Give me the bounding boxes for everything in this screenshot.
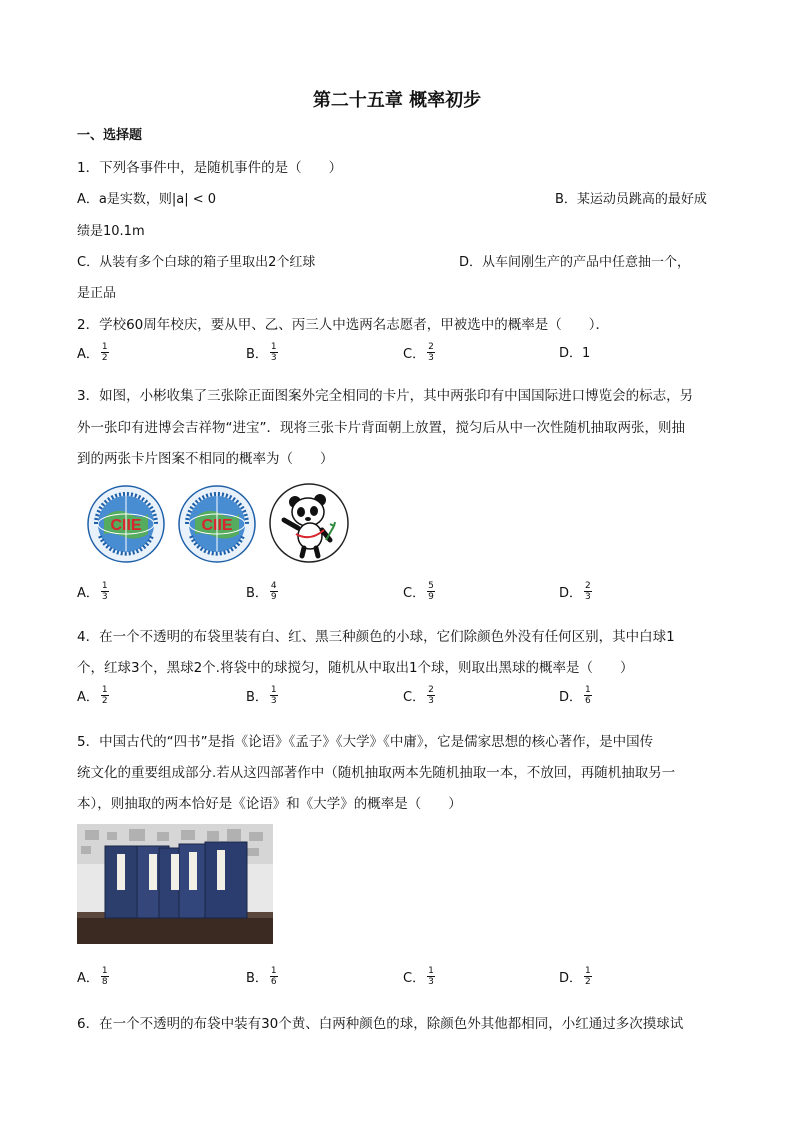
fraction — [427, 685, 435, 706]
section-heading: 一、选择题 — [77, 128, 143, 143]
fraction — [270, 581, 278, 602]
denominator: 6 — [585, 696, 591, 706]
denominator: 2 — [101, 353, 108, 363]
numerator: 1 — [270, 342, 277, 352]
q5-option-a — [77, 966, 109, 987]
denominator: 3 — [270, 353, 277, 363]
ciie-logo-text: CIIE — [110, 517, 142, 534]
q5-line1: 5．中国古代的“四书”是指《论语》《孟子》《大学》《中庸》，它是儒家思想的核心著作，是中国传 — [77, 734, 654, 750]
q2-option-d — [559, 342, 590, 361]
denominator: 9 — [428, 592, 434, 602]
denominator: 9 — [270, 592, 277, 602]
q2-option-b — [246, 342, 278, 363]
option-label: D． — [559, 690, 583, 705]
option-label: D． — [559, 586, 583, 601]
numerator: 2 — [585, 581, 591, 591]
fraction — [270, 966, 278, 987]
q1-stem: 1．下列各事件中，是随机事件的是（ ） — [77, 160, 343, 176]
q3-option-b — [246, 581, 278, 602]
q1-option-b-cont: 绩是10.1m — [77, 224, 145, 239]
page-title: 第二十五章 概率初步 — [312, 90, 482, 111]
fraction — [270, 342, 278, 363]
numerator: 1 — [101, 342, 108, 352]
fraction — [270, 685, 278, 706]
option-label: C． — [403, 971, 426, 986]
q1-option-c: C．从装有多个白球的箱子里取出2个红球 — [77, 255, 316, 270]
q5-line2: 统文化的重要组成部分.若从这四部著作中（随机抽取两本先随机抽取一本，不放回，再随机抽取另一 — [77, 765, 676, 781]
q4-line2: 个，红球3个，黑球2个.将袋中的球搅匀，随机从中取出1个球，则取出黑球的概率是（ ） — [77, 660, 634, 676]
q2-option-c — [403, 342, 435, 363]
q3-line2: 外一张印有进博会吉祥物“进宝”．现将三张卡片背面朝上放置，搅匀后从中一次性随机抽取两张，则抽 — [77, 420, 685, 436]
fraction — [101, 685, 109, 706]
numerator: 1 — [101, 685, 108, 695]
q1-option-b: B．某运动员跳高的最好成 — [555, 192, 707, 207]
denominator: 6 — [270, 977, 277, 987]
numerator: 1 — [270, 966, 277, 976]
denominator: 3 — [101, 592, 108, 602]
denominator: 2 — [101, 696, 108, 706]
denominator: 3 — [428, 696, 434, 706]
denominator: 3 — [270, 696, 277, 706]
q3-line3: 到的两张卡片图案不相同的概率为（ ） — [77, 451, 334, 467]
q1-option-a: A．a是实数，则|a| < 0 — [77, 192, 217, 207]
q5-option-d — [559, 966, 592, 987]
numerator: 5 — [428, 581, 434, 591]
fraction — [584, 581, 592, 602]
fraction — [584, 685, 592, 706]
q6-line1: 6．在一个不透明的布袋中装有30个黄、白两种颜色的球，除颜色外其他都相同，小红通过多次摸球试 — [77, 1016, 684, 1032]
option-label: C． — [403, 690, 426, 705]
ciie-logo-card-2 — [177, 484, 257, 568]
option-label: B． — [246, 347, 268, 362]
fraction — [101, 581, 109, 602]
numerator: 1 — [585, 966, 591, 976]
option-label: D． — [559, 971, 583, 986]
q4-line1: 4．在一个不透明的布袋里装有白、红、黑三种颜色的小球，它们除颜色外没有任何区别，其中白球1 — [77, 629, 675, 645]
q4-option-b — [246, 685, 278, 706]
ciie-logo-text: CIIE — [201, 517, 233, 534]
option-label: D．1 — [559, 346, 591, 361]
numerator: 2 — [428, 685, 434, 695]
q3-option-d — [559, 581, 592, 602]
q3-line1: 3．如图，小彬收集了三张除正面图案外完全相同的卡片，其中两张印有中国国际进口博览会的标志，另 — [77, 388, 694, 404]
numerator: 1 — [585, 685, 591, 695]
q4-option-d — [559, 685, 592, 706]
q5-option-c — [403, 966, 435, 987]
q5-option-b — [246, 966, 278, 987]
numerator: 1 — [101, 581, 108, 591]
numerator: 2 — [428, 342, 434, 352]
q4-option-c — [403, 685, 435, 706]
q2-option-a — [77, 342, 109, 363]
option-label: A． — [77, 347, 99, 362]
denominator: 2 — [585, 977, 591, 987]
option-label: A． — [77, 690, 99, 705]
fraction — [427, 966, 435, 987]
four-books-photo — [77, 824, 273, 948]
fraction — [584, 966, 592, 987]
q2-stem: 2．学校60周年校庆，要从甲、乙、丙三人中选两名志愿者，甲被选中的概率是（ ）． — [77, 317, 610, 333]
q3-option-a — [77, 581, 109, 602]
option-label: B． — [246, 971, 268, 986]
ciie-logo-card-1 — [86, 484, 166, 568]
option-label: B． — [246, 586, 268, 601]
denominator: 3 — [428, 977, 434, 987]
numerator: 4 — [270, 581, 277, 591]
fraction — [427, 581, 435, 602]
fraction — [101, 342, 109, 363]
denominator: 3 — [585, 592, 591, 602]
panda-mascot-card — [268, 482, 350, 568]
option-label: C． — [403, 347, 426, 362]
numerator: 1 — [101, 966, 108, 976]
fraction — [427, 342, 435, 363]
option-label: C． — [403, 586, 426, 601]
q5-line3: 本），则抽取的两本恰好是《论语》和《大学》的概率是（ ） — [77, 796, 462, 812]
denominator: 8 — [101, 977, 108, 987]
numerator: 1 — [428, 966, 434, 976]
option-label: A． — [77, 586, 99, 601]
denominator: 3 — [428, 353, 434, 363]
q4-option-a — [77, 685, 109, 706]
q3-option-c — [403, 581, 435, 602]
q1-option-d-cont: 是正品 — [77, 286, 117, 301]
fraction — [101, 966, 109, 987]
option-label: A． — [77, 971, 99, 986]
option-label: B． — [246, 690, 268, 705]
numerator: 1 — [270, 685, 277, 695]
q1-option-d: D．从车间刚生产的产品中任意抽一个， — [459, 255, 691, 270]
